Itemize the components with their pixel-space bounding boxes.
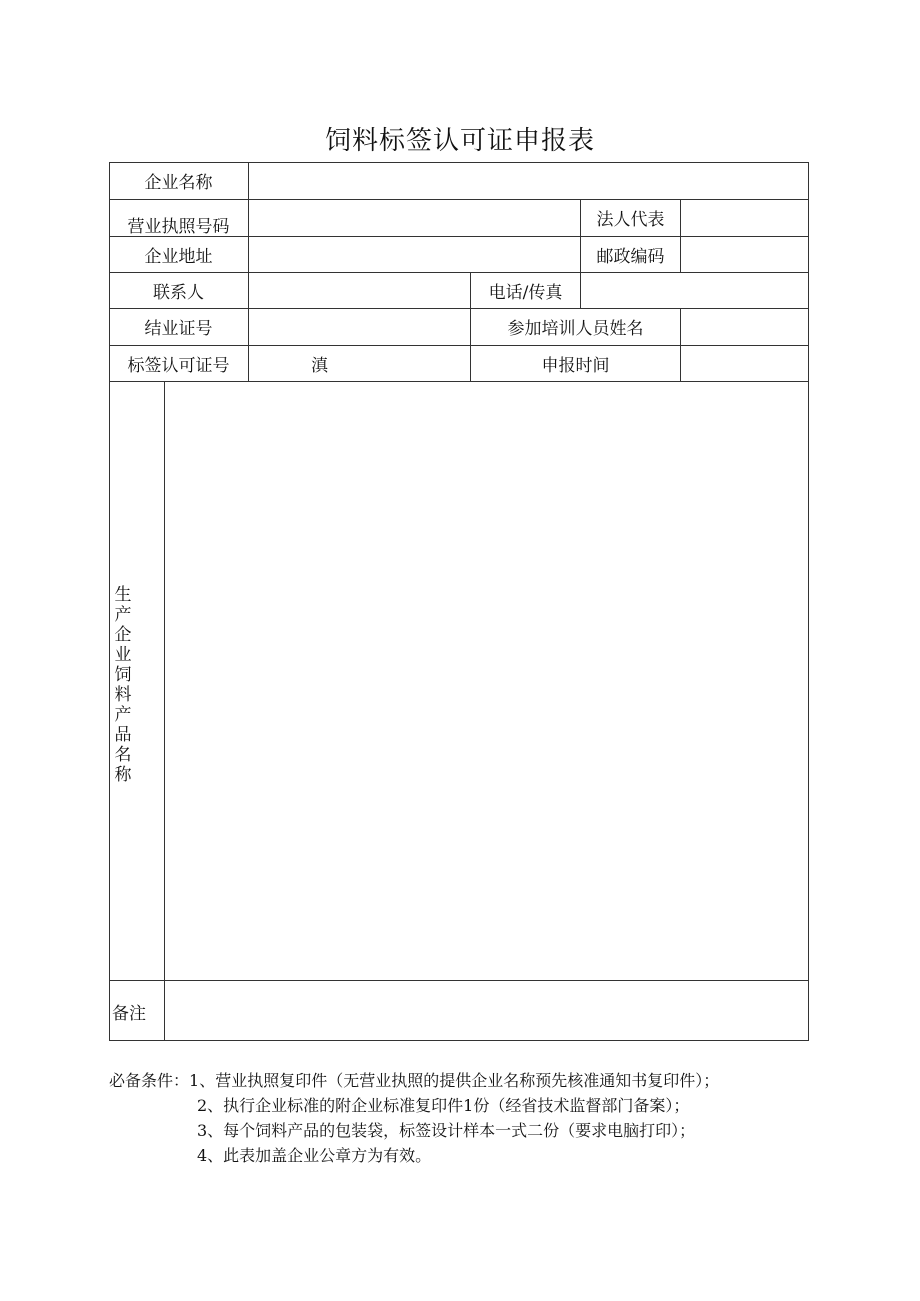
phone-fax-field[interactable]	[581, 272, 809, 308]
license-no-label: 营业执照号码	[127, 217, 230, 237]
notes-prefix: 必备条件：	[109, 1071, 190, 1090]
products-label-char: 饲	[114, 665, 132, 685]
label-cert-prefix: 滇	[311, 355, 328, 376]
note-item: 2、执行企业标准的附企业标准复印件1份（经省技术监督部门备案）；	[197, 1096, 690, 1115]
license-no-field[interactable]	[249, 199, 580, 236]
legal-rep-field[interactable]	[681, 199, 809, 236]
page-title: 饲料标签认可证申报表	[324, 126, 595, 156]
legal-rep-label: 法人代表	[596, 210, 665, 230]
note-line	[109, 1068, 719, 1093]
products-label-char: 料	[114, 685, 132, 705]
products-label-char: 名	[114, 745, 132, 765]
products-label-char: 产	[114, 705, 132, 725]
company-name-field[interactable]	[249, 162, 809, 199]
products-label-char: 企	[114, 625, 132, 645]
contact-label: 联系人	[153, 282, 204, 303]
address-label: 企业地址	[144, 246, 213, 267]
products-label-char: 品	[114, 725, 132, 745]
requirements-notes	[109, 1068, 719, 1168]
address-field[interactable]	[249, 236, 580, 272]
products-field[interactable]	[165, 382, 809, 980]
contact-field[interactable]	[249, 272, 470, 308]
apply-time-field[interactable]	[681, 345, 809, 381]
apply-time-label: 申报时间	[541, 355, 610, 376]
company-name-label: 企业名称	[144, 173, 213, 193]
remarks-label: 备注	[112, 1003, 146, 1024]
cert-no-label: 结业证号	[144, 319, 213, 339]
products-label	[112, 585, 134, 785]
postcode-label: 邮政编码	[596, 246, 665, 267]
note-item: 1、营业执照复印件（无营业执照的提供企业名称预先核准通知书复印件）；	[189, 1071, 720, 1090]
label-cert-no-label: 标签认可证号	[127, 355, 230, 376]
products-label-char: 业	[114, 645, 132, 665]
products-label-char: 产	[114, 605, 132, 625]
remarks-field[interactable]	[165, 981, 809, 1041]
note-item: 3、每个饲料产品的包装袋，标签设计样本一式二份（要求电脑打印）；	[197, 1121, 696, 1140]
cert-no-field[interactable]	[249, 308, 470, 345]
postcode-field[interactable]	[681, 236, 809, 272]
products-label-char: 生	[114, 585, 132, 605]
trainee-name-label: 参加培训人员姓名	[507, 319, 644, 339]
trainee-name-field[interactable]	[681, 308, 809, 345]
products-label-char: 称	[114, 765, 132, 785]
phone-fax-label: 电话/传真	[488, 282, 563, 303]
note-item: 4、此表加盖企业公章方为有效。	[197, 1146, 432, 1165]
